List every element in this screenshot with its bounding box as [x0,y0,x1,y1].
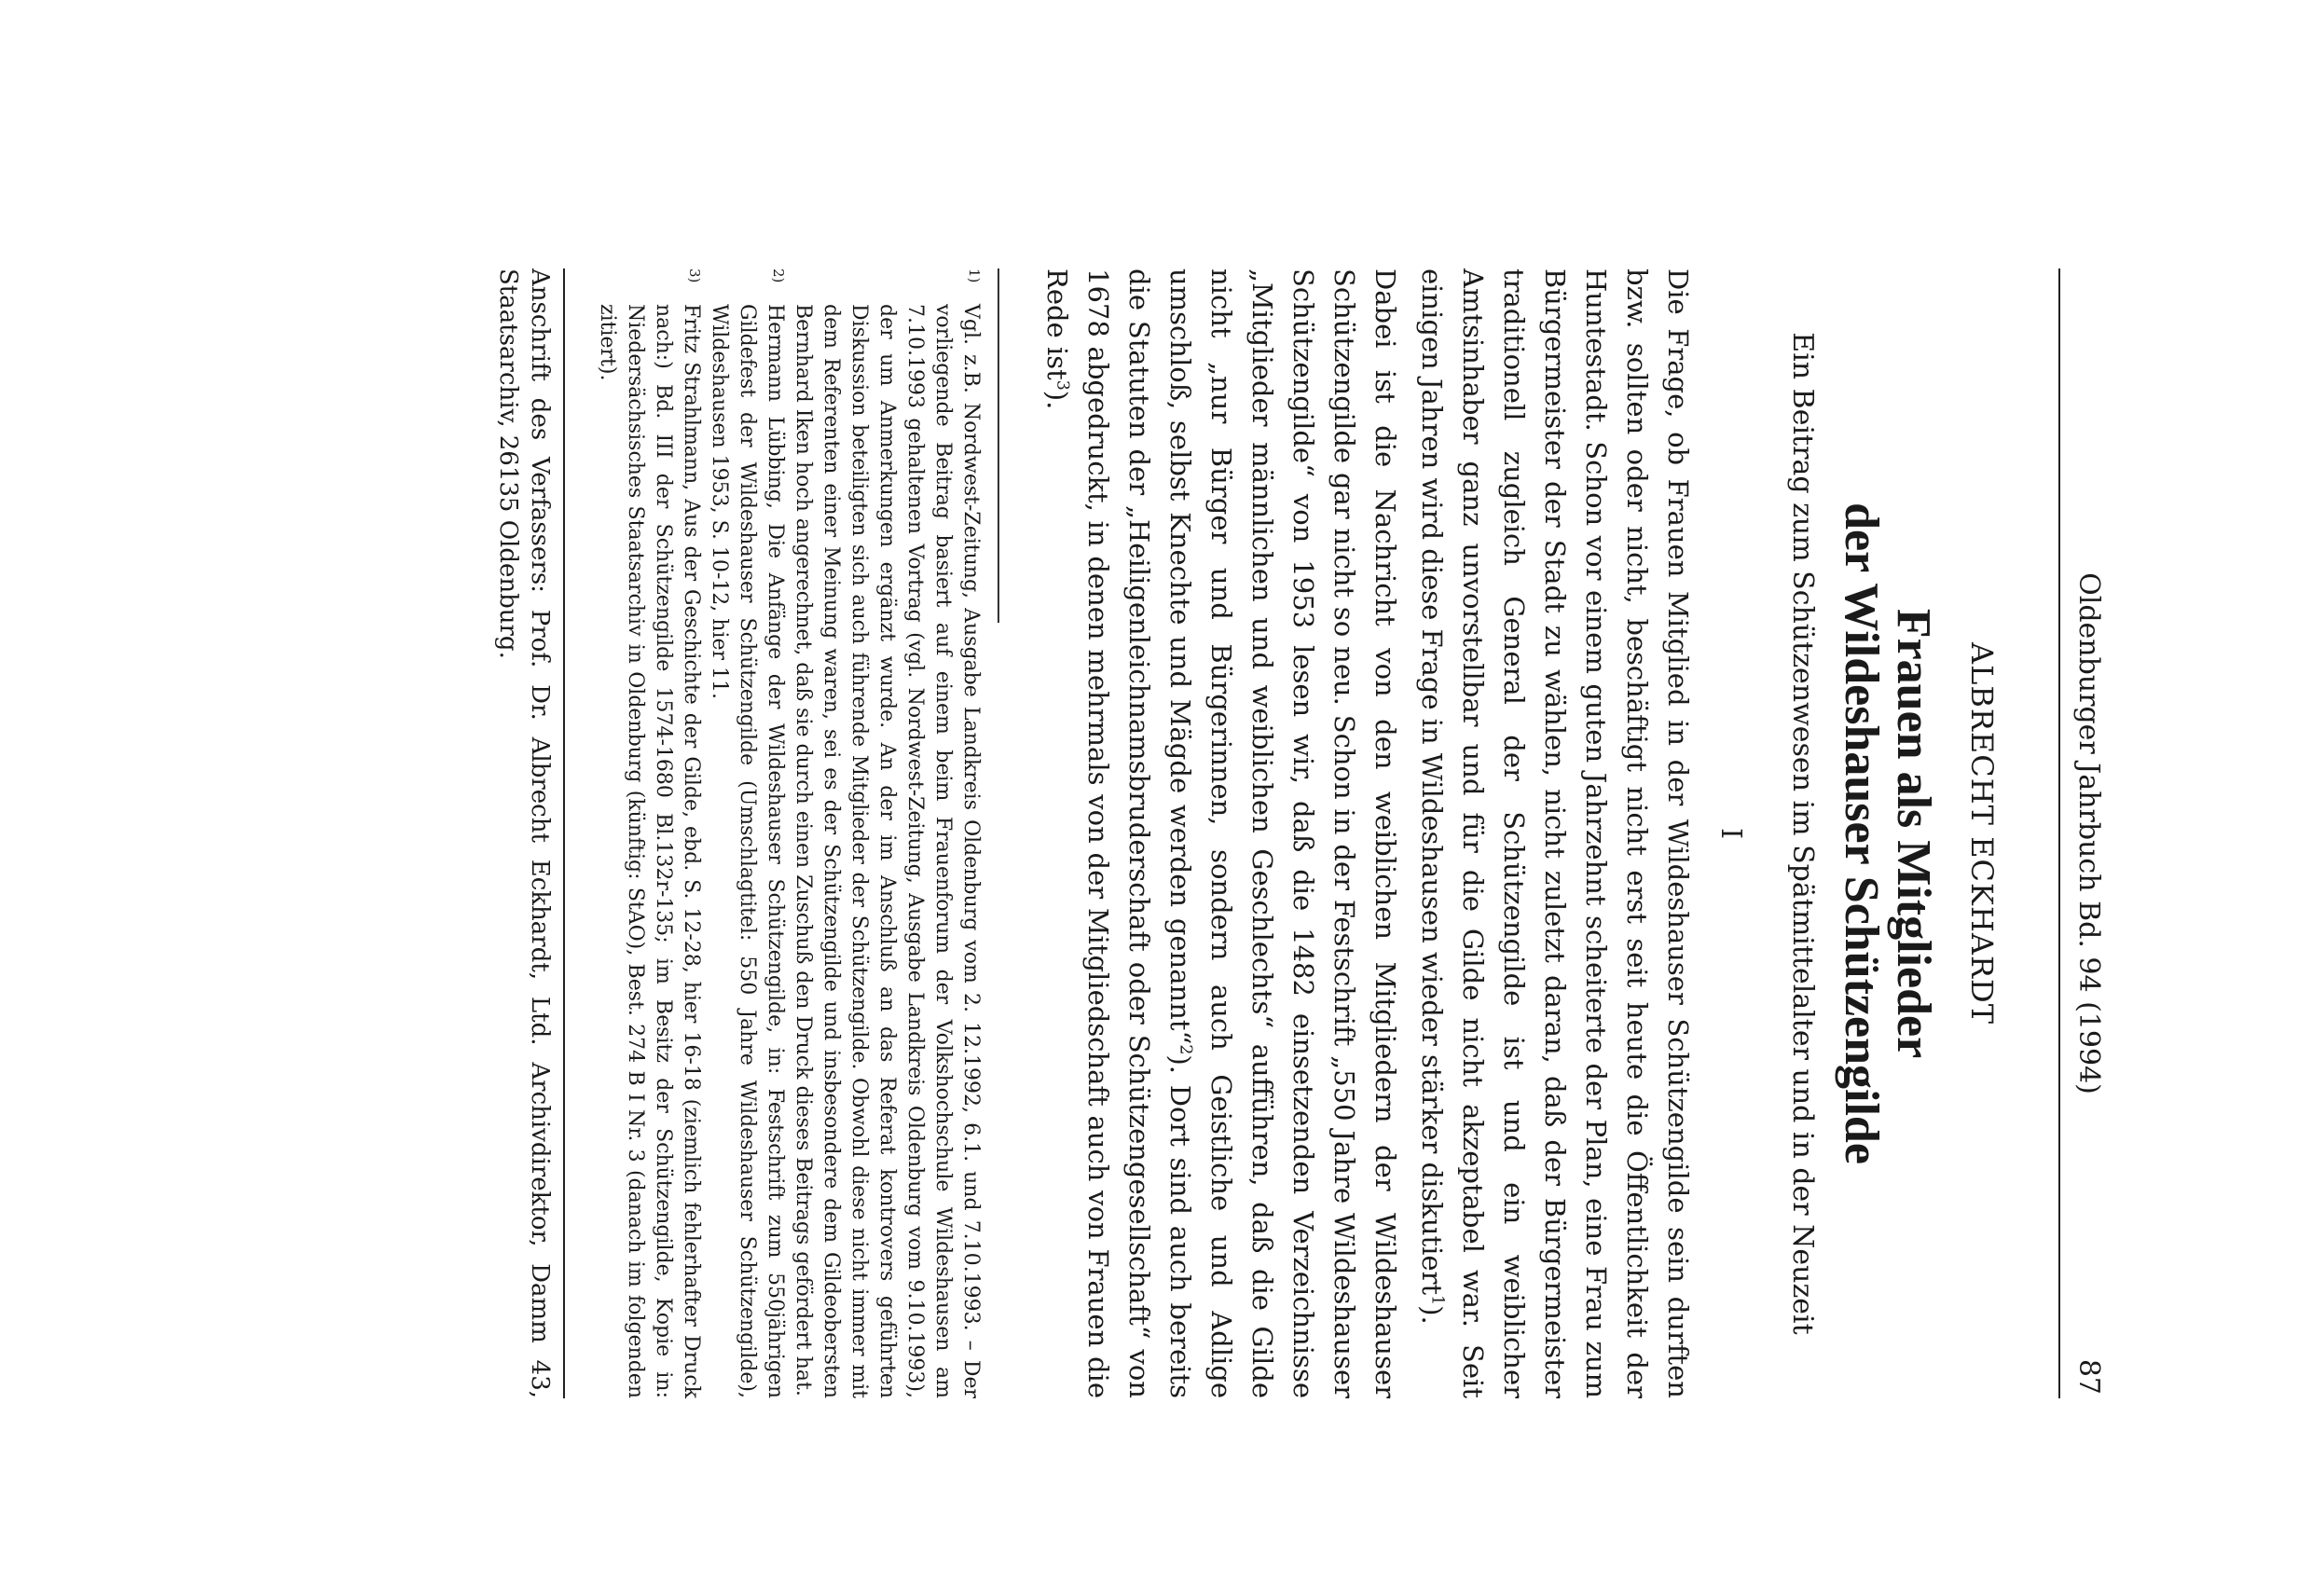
footnote-number: 3) [686,268,703,283]
journal-title: Oldenburger Jahrbuch Bd. 94 (1994) [2072,572,2105,1094]
article-title [1835,268,1939,1398]
title-line-1: Frauen als Mitglieder [1887,608,1940,1059]
footnotes [593,268,984,1398]
footnote-ref-2[interactable]: 2 [1176,1044,1195,1055]
article-body [1037,268,1699,1398]
article-subtitle: Ein Beitrag zum Schützenwesen im Spätmittelalter und in der Neuzeit [1786,332,1819,1335]
footnote-divider [998,268,999,623]
page-content [492,268,2107,1398]
page-number: 87 [2072,1358,2105,1395]
footnote-number: 2) [770,268,787,283]
running-head [2058,268,2107,1398]
footnote-text: Vgl. z.B. Nordwest-Zeitung, Ausgabe Landkreis Oldenburg vom 2. 12.1992, 6.1. und 7.10.1993. – Der vorliegende Beitrag basiert auf einem beim Frauenforum der Volkshochschule Wildeshausen am 7.10.1993 gehaltenen Vortrag (vgl. Nordwest-Zeitung, Ausgabe Landkreis Oldenburg vom 9.10.1993), der um Anmerkungen ergänzt wurde. An der im Anschluß an das Referat kontrovers geführten Diskussion beteiligten sich auch führende Mitglieder der Schützengilde. Obwohl diese nicht immer mit dem Referenten einer Meinung waren, sei es der Schützengilde und insbesondere dem Gildeobersten Bernhard Iken hoch angerechnet, daß sie durch einen Zuschuß den Druck dieses Beitrags gefördert hat. [791,304,983,1398]
paragraph-2 [1037,268,1406,1398]
title-line-2: der Wildeshauser Schützengilde [1835,502,1888,1164]
article-author: ALBRECHT ECKHARDT [1964,641,2000,1025]
footnote-ref-1[interactable]: 1 [1427,1295,1447,1306]
footnote-3 [593,268,705,1398]
paragraph-text: Die Frage, ob Frauen Mitglied in der Wildeshauser Schützengilde sein durften bzw. sollten oder nicht, beschäftigt nicht erst seit heute die Öffentlichkeit der Huntestadt. Schon vor einem guten Jahrzehnt scheiterte der Plan, eine Frau zum Bürgermeister der Stadt zu wählen, nicht zuletzt daran, daß der Bürgermeister traditionell zugleich General der Schützengilde ist und ein weiblicher Amtsinhaber ganz unvorstellbar und für die Gilde nicht akzeptabel war. Seit einigen Jahren wird diese Frage in Wildeshausen wieder stärker diskutiert [1416,268,1694,1398]
footnote-1 [789,268,984,1398]
section-number: I [1714,828,1747,839]
footnote-text: Fritz Strahlmann, Aus der Geschichte der Gilde, ebd. S. 12-28, hier 16-18 (ziemlich fehlerhafter Druck nach:) Bd. III der Schützengilde 1574-1680 Bl.132r-135; im Besitz der Schützengilde, Kopie in: Niedersächsisches Staatsarchiv in Oldenburg (künftig: StAO), Best. 274 B I Nr. 3 (danach im folgenden zitiert). [596,304,703,1398]
paragraph-end: ). [1416,1305,1448,1325]
footnote-2 [705,268,789,1398]
footnote-ref-3[interactable]: 3 [1053,379,1072,391]
address-divider [563,268,565,1398]
footnote-number: 1) [966,268,983,283]
paragraph-text: Dabei ist die Nachricht von den weiblichen Mitgliedern der Wildeshauser Schützengilde gar nicht so neu. Schon in der Festschrift „550 Jahre Wildeshauser Schützengilde“ von 1953 lesen wir, daß die 1482 einsetzenden Verzeichnisse „Mitglieder männlichen und weiblichen Geschlechts“ aufführen, daß die Gilde nicht „nur Bürger und Bürgerinnen, sondern auch Geistliche und Adlige umschloß, selbst Knechte und Mägde werden genannt“ [1164,268,1401,1398]
author-address: Anschrift des Verfassers: Prof. Dr. Albrecht Eckhardt, Ltd. Archivdirektor, Damm 43, Staatsarchiv, 26135 Oldenburg. [494,268,554,1398]
footnote-text: Hermann Lübbing, Die Anfänge der Wildeshauser Schützengilde, in: Festschrift zum 550jährigen Gildefest der Wildeshauser Schützengilde (Umschlagtitel: 550 Jahre Wildeshauser Schützengilde), Wildeshausen 1953, S. 10-12, hier 11. [708,304,787,1398]
paragraph-end: ). [1041,390,1073,410]
paragraph-middle: ). Dort sind auch bereits die Statuten der „Heiligenleichnamsbruderschaft oder Schützengesellschaft“ von 1678 abgedruckt, in denen mehrmals von der Mitgliedschaft auch von Frauen die Rede ist [1041,268,1196,1398]
paragraph-1 [1411,268,1699,1398]
